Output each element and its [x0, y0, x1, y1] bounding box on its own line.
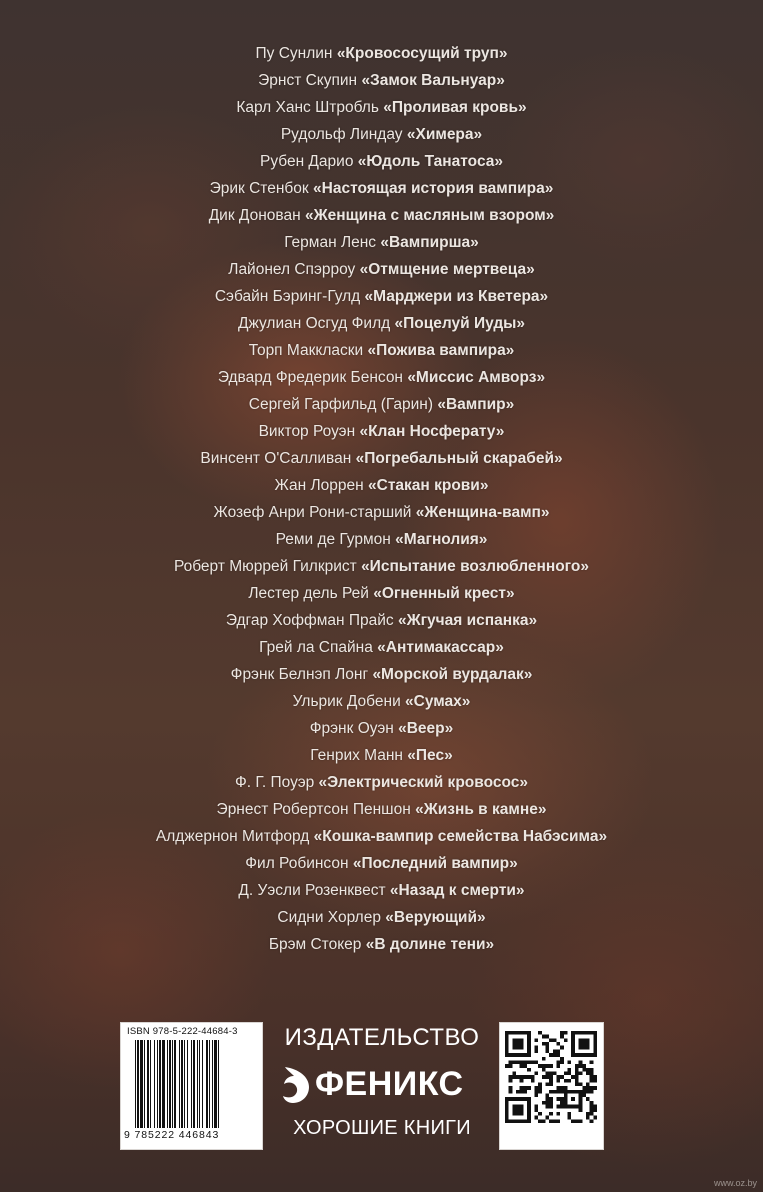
entry-title: «Антимакассар» — [377, 639, 504, 656]
entry-author: Фрэнк Белнэп Лонг — [230, 666, 369, 683]
entry-author: Генрих Манн — [310, 747, 403, 764]
entry-author: Карл Ханс Штробль — [236, 99, 379, 116]
entry-title: «Марджери из Кветера» — [364, 288, 549, 305]
entry-author: Рубен Дарио — [259, 153, 354, 170]
contents-entry — [0, 607, 763, 634]
isbn-label: ISBN 978-5-222-44684-3 — [127, 1026, 238, 1037]
contents-entry — [0, 823, 763, 850]
entry-title: «Замок Вальнуар» — [361, 72, 505, 89]
contents-entry — [0, 661, 763, 688]
phoenix-logo-icon — [279, 1065, 313, 1105]
publisher-block — [271, 1018, 493, 1158]
entry-title: «Жгучая испанка» — [397, 612, 538, 629]
entry-title: «Женщина с масляным взором» — [304, 207, 555, 224]
entry-title: «Верующий» — [385, 909, 486, 926]
entry-author: Виктор Роуэн — [258, 423, 356, 440]
entry-title: «Поцелуй Иуды» — [394, 315, 526, 332]
contents-entry — [0, 769, 763, 796]
contents-list — [0, 40, 763, 958]
qr-code-icon — [505, 1031, 597, 1123]
publisher-brand — [271, 1062, 493, 1108]
entry-title: «Жизнь в камне» — [415, 801, 547, 818]
contents-entry — [0, 580, 763, 607]
entry-author: Рудольф Линдау — [280, 126, 403, 143]
entry-title: «В долине тени» — [365, 936, 495, 953]
contents-entry — [0, 877, 763, 904]
entry-author: Сидни Хорлер — [277, 909, 381, 926]
entry-author: Брэм Стокер — [268, 936, 362, 953]
contents-entry — [0, 418, 763, 445]
contents-entry — [0, 931, 763, 958]
contents-entry — [0, 148, 763, 175]
contents-entry — [0, 445, 763, 472]
isbn-barcode — [120, 1022, 263, 1150]
entry-author: Ф. Г. Поуэр — [235, 774, 315, 791]
contents-entry — [0, 553, 763, 580]
contents-entry — [0, 796, 763, 823]
entry-author: Жан Лоррен — [274, 477, 364, 494]
entry-title: «Последний вампир» — [352, 855, 518, 872]
publisher-name: ФЕНИКС — [315, 1065, 464, 1103]
contents-entry — [0, 688, 763, 715]
contents-entry — [0, 229, 763, 256]
entry-title: «Пожива вампира» — [367, 342, 515, 359]
entry-title: «Вампирша» — [380, 234, 479, 251]
contents-entry — [0, 742, 763, 769]
entry-author: Ульрик Добени — [292, 693, 401, 710]
entry-author: Торп Маккласки — [248, 342, 364, 359]
barcode-icon — [135, 1040, 253, 1128]
entry-title: «Веер» — [398, 720, 454, 737]
contents-entry — [0, 256, 763, 283]
contents-entry — [0, 526, 763, 553]
contents-entry — [0, 499, 763, 526]
entry-title: «Женщина-вамп» — [415, 504, 550, 521]
entry-author: Грей ла Спайна — [259, 639, 373, 656]
entry-author: Джулиан Осгуд Филд — [237, 315, 391, 332]
entry-author: Эрнест Робертсон Пеншон — [216, 801, 411, 818]
entry-title: «Огненный крест» — [373, 585, 515, 602]
entry-title: «Проливая кровь» — [383, 99, 527, 116]
entry-title: «Магнолия» — [395, 531, 488, 548]
entry-author: Герман Ленс — [284, 234, 377, 251]
entry-author: Жозеф Анри Рони-старший — [213, 504, 412, 521]
watermark: www.oz.by — [713, 1178, 757, 1188]
entry-author: Сергей Гарфильд (Гарин) — [248, 396, 434, 413]
entry-author: Эрик Стенбок — [209, 180, 309, 197]
contents-entry — [0, 337, 763, 364]
contents-entry — [0, 40, 763, 67]
entry-title: «Испытание возлюбленного» — [361, 558, 590, 575]
contents-entry — [0, 283, 763, 310]
entry-title: «Пес» — [407, 747, 453, 764]
contents-entry — [0, 715, 763, 742]
entry-title: «Настоящая история вампира» — [313, 180, 554, 197]
entry-author: Эрнст Скупин — [258, 72, 358, 89]
entry-author: Лестер дель Рей — [248, 585, 369, 602]
contents-entry — [0, 310, 763, 337]
entry-author: Д. Уэсли Розенквест — [238, 882, 386, 899]
entry-title: «Стакан крови» — [368, 477, 489, 494]
entry-title: «Юдоль Танатоса» — [357, 153, 503, 170]
entry-author: Реми де Гурмон — [275, 531, 391, 548]
qr-code — [499, 1022, 604, 1150]
entry-author: Винсент О'Салливан — [200, 450, 352, 467]
entry-title: «Кровососущий труп» — [336, 45, 508, 62]
cover-footer — [0, 1018, 763, 1158]
contents-entry — [0, 121, 763, 148]
entry-title: «Отмщение мертвеца» — [359, 261, 535, 278]
contents-entry — [0, 94, 763, 121]
entry-author: Фил Робинсон — [245, 855, 349, 872]
entry-author: Эдгар Хоффман Прайс — [225, 612, 394, 629]
entry-title: «Миссис Амворз» — [407, 369, 546, 386]
entry-title: «Клан Носферату» — [359, 423, 505, 440]
entry-author: Роберт Мюррей Гилкрист — [173, 558, 357, 575]
entry-author: Алджернон Митфорд — [155, 828, 310, 845]
entry-author: Дик Донован — [208, 207, 301, 224]
entry-title: «Вампир» — [437, 396, 515, 413]
contents-entry — [0, 634, 763, 661]
entry-title: «Электрический кровосос» — [318, 774, 528, 791]
entry-author: Лайонел Спэрроу — [228, 261, 356, 278]
contents-entry — [0, 850, 763, 877]
publisher-slogan: ХОРОШИЕ КНИГИ — [293, 1117, 471, 1139]
entry-title: «Назад к смерти» — [389, 882, 525, 899]
contents-entry — [0, 202, 763, 229]
entry-author: Пу Сунлин — [255, 45, 333, 62]
entry-title: «Кошка-вампир семейства Набэсима» — [313, 828, 608, 845]
entry-title: «Морской вурдалак» — [372, 666, 533, 683]
entry-title: «Погребальный скарабей» — [355, 450, 563, 467]
barcode-digits: 9 785222 446843 — [124, 1129, 220, 1141]
entry-title: «Сумах» — [405, 693, 471, 710]
contents-entry — [0, 472, 763, 499]
entry-author: Сэбайн Бэринг-Гулд — [214, 288, 361, 305]
contents-entry — [0, 364, 763, 391]
contents-entry — [0, 904, 763, 931]
entry-author: Эдвард Фредерик Бенсон — [217, 369, 403, 386]
publisher-label: ИЗДАТЕЛЬСТВО — [284, 1024, 480, 1051]
contents-entry — [0, 175, 763, 202]
entry-author: Фрэнк Оуэн — [309, 720, 394, 737]
contents-entry — [0, 67, 763, 94]
contents-entry — [0, 391, 763, 418]
entry-title: «Химера» — [406, 126, 483, 143]
